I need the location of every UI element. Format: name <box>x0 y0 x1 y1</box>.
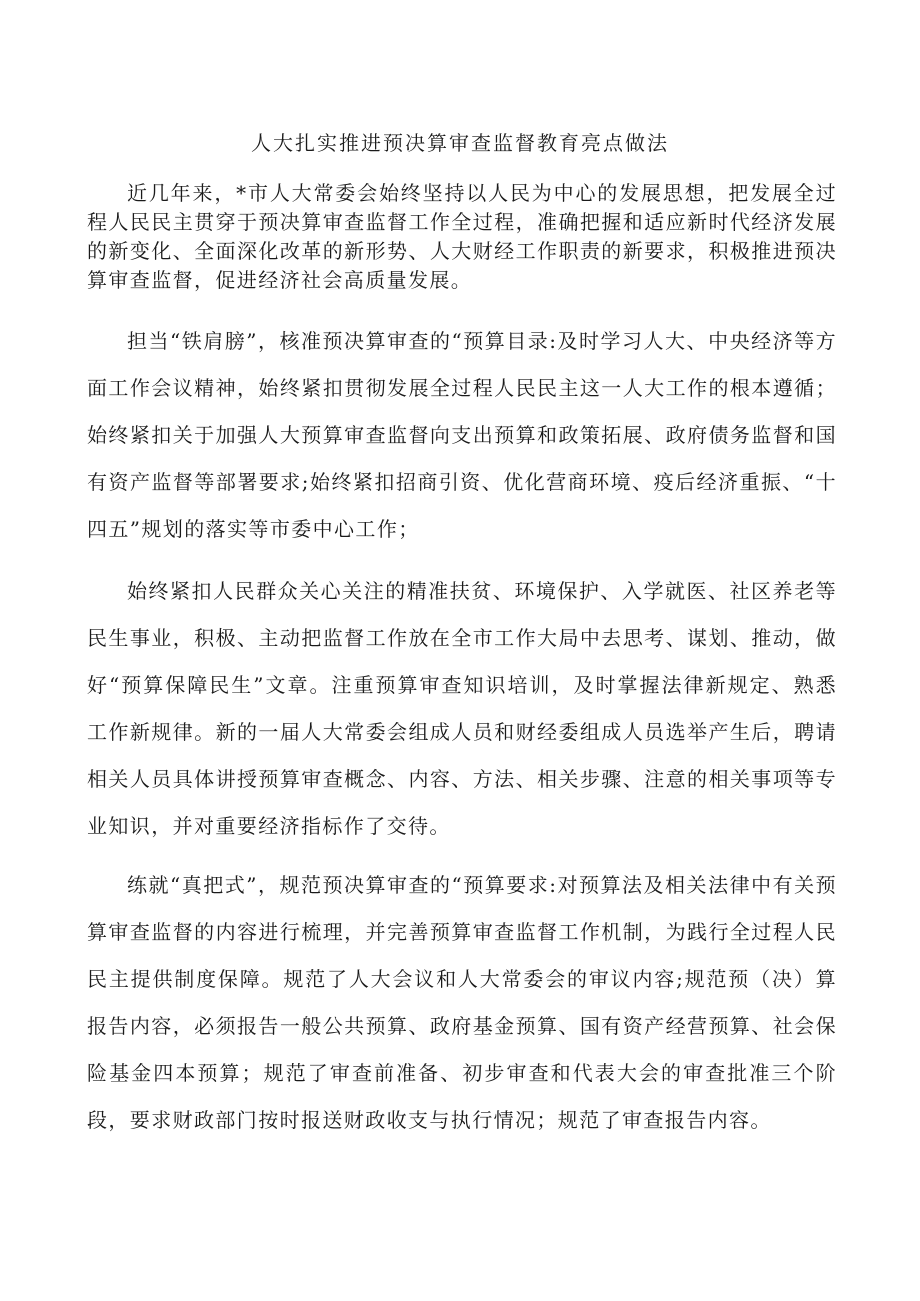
paragraph-budget-catalog: 担当“铁肩膀”，核准预决算审查的“预算目录:及时学习人大、中央经济等方面工作会议精神，始终紧扣贯彻发展全过程人民民主这一人大工作的根本遵循；始终紧扣关于加强人大预算审查监督向支出预算和政策拓展、政府债务监督和国有资产监督等部署要求;始终紧扣招商引资、优化营商环境、疫后经济重振、“十四五”规划的落实等市委中心工作； <box>87 329 837 541</box>
paragraph-budget-requirements: 练就“真把式”，规范预决算审查的“预算要求:对预算法及相关法律中有关预算审查监督的内容进行梳理，并完善预算审查监督工作机制，为践行全过程人民民主提供制度保障。规范了人大会议和人大常委会的审议内容;规范预（决）算报告内容，必须报告一般公共预算、政府基金预算、国有资产经营预算、社会保险基金四本预算；规范了审查前准备、初步审查和代表大会的审查批准三个阶段，要求财政部门按时报送财政收支与执行情况；规范了审查报告内容。 <box>87 873 837 1132</box>
paragraph-intro: 近几年来，*市人大常委会始终坚持以人民为中心的发展思想，把发展全过程人民民主贯穿于预决算审查监督工作全过程，准确把握和适应新时代经济发展的新变化、全面深化改革的新形势、人大财经工作职责的新要求，积极推进预决算审查监督，促进经济社会高质量发展。 <box>87 181 837 292</box>
paragraph-livelihood: 始终紧扣人民群众关心关注的精准扶贫、环境保护、入学就医、社区养老等民生事业，积极、主动把监督工作放在全市工作大局中去思考、谋划、推动，做好“预算保障民生”文章。注重预算审查知识培训，及时掌握法律新规定、熟悉工作新规律。新的一届人大常委会组成人员和财经委组成人员选举产生后，聘请相关人员具体讲授预算审查概念、内容、方法、相关步骤、注意的相关事项等专业知识，并对重要经济指标作了交待。 <box>87 579 837 838</box>
document-title: 人大扎实推进预决算审查监督教育亮点做法 <box>251 131 669 155</box>
